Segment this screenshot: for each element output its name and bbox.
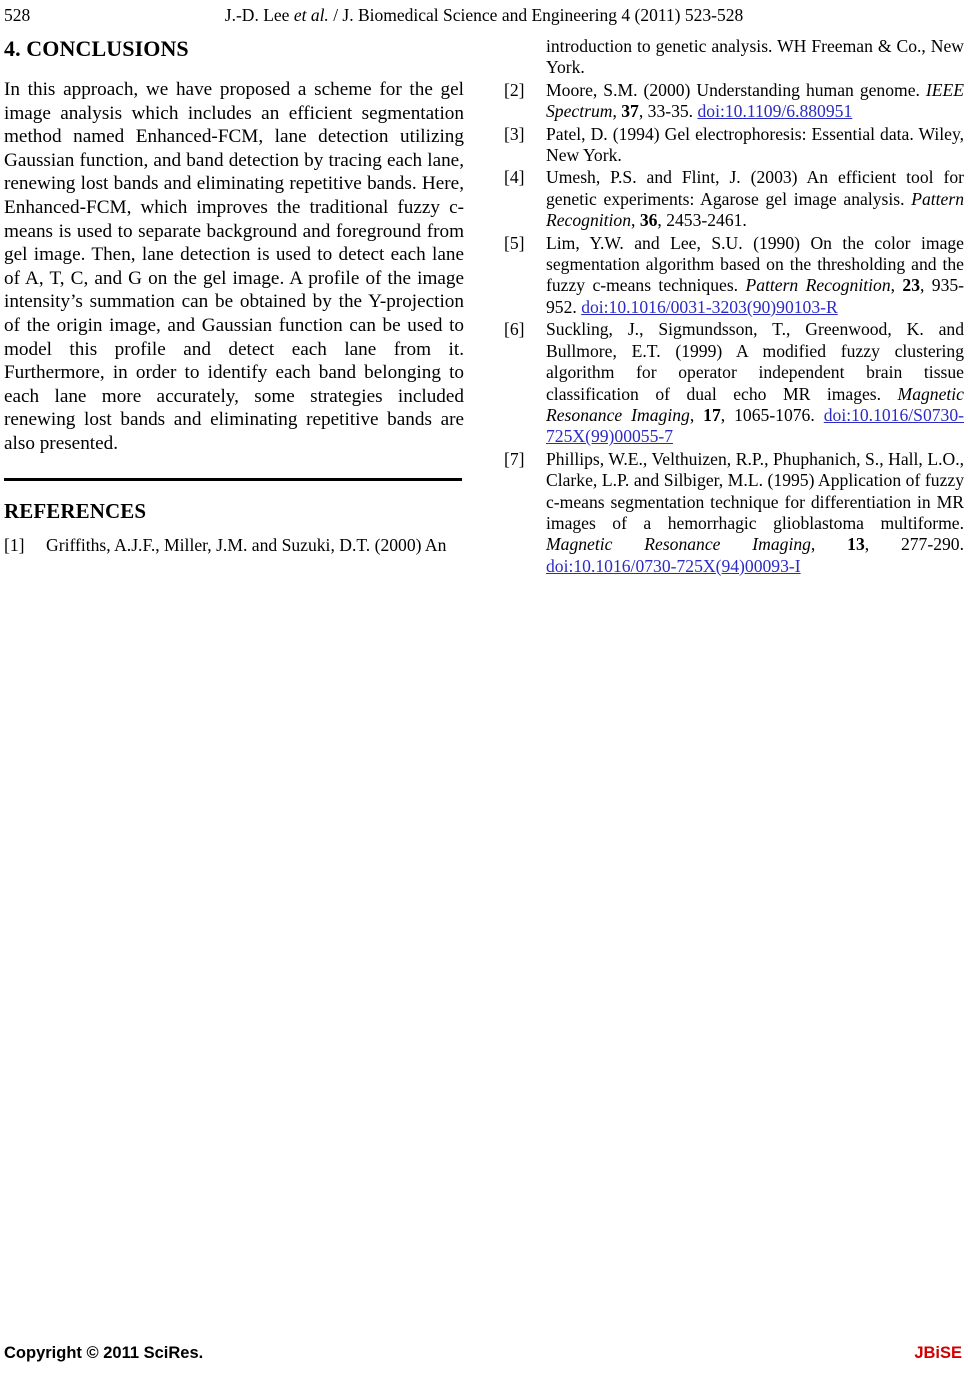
list-item <box>504 167 964 231</box>
running-head <box>0 4 968 28</box>
doi-link[interactable]: doi:10.1016/0730-725X(94)00093-I <box>546 555 801 576</box>
reference-pre-text: Suckling, J., Sigmundsson, T., Greenwood, K. and Bullmore, E.T. (1999) A modified fuzzy clustering algorithm for operator independent brain tissue classification of dual echo MR images. <box>546 319 964 404</box>
doi-link[interactable]: doi:10.1109/6.880951 <box>697 101 853 122</box>
reference-mid-text: , <box>810 534 848 555</box>
reference-text: Griffiths, A.J.F., Miller, J.M. and Suzuki, D.T. (2000) An <box>46 534 447 555</box>
reference-post-text: , 277-290. <box>864 534 964 555</box>
reference-volume-bold: 13 <box>847 534 865 555</box>
reference-mid-text: , <box>689 404 704 425</box>
reference-source-italic: Pattern Recognition <box>546 188 964 231</box>
reference-mid-text: , <box>631 210 640 231</box>
running-head-title <box>0 4 968 26</box>
copyright-notice: Copyright © 2011 SciRes. <box>4 1344 204 1362</box>
reference-text <box>546 319 964 446</box>
left-column <box>4 36 464 557</box>
reference-number: [2] <box>504 79 525 100</box>
references-divider-rule <box>4 478 462 481</box>
list-item <box>504 124 964 167</box>
page-footer <box>0 1342 968 1366</box>
running-head-journal: / J. Biomedical Science and Engineering 4 (2011) 523-528 <box>328 5 744 25</box>
reference-text <box>546 233 964 317</box>
reference-number: [7] <box>504 448 525 469</box>
list-item <box>504 80 964 123</box>
reference-text <box>546 124 964 165</box>
reference-number: [6] <box>504 319 525 340</box>
reference-post-text: , 935-952. <box>546 275 965 317</box>
reference-source-italic: Magnetic Resonance Imaging <box>546 534 811 555</box>
reference-mid-text: , <box>890 275 903 296</box>
reference-source-italic: Magnetic Resonance Imaging <box>546 383 964 425</box>
conclusions-paragraph: In this approach, we have proposed a scheme for the gel image analysis which includes an efficient segmentation method named Enhanced-FCM, lane detection utilizing Gaussian function, and band detection by tracing each lane, renewing lost bands and eliminating repetitive bands. Here, Enhanced-FCM, which improves the traditional fuzzy c-means is used to separate background and foreground from gel image. Then, lane detection is used to detect each lane of A, T, C, and G on the gel image. A profile of the image intensity’s summation can be obtained by the Y-projection of the origin image, and Gaussian function can be used to model this profile and detect each lane from it. Furthermore, in order to identify each band belonging to each lane more accurately, some strategies included renewing lost bands and eliminating repetitive bands are also presented. <box>4 79 464 454</box>
reference-number: [4] <box>504 167 525 188</box>
reference-pre-text: Phillips, W.E., Velthuizen, R.P., Phuphanich, S., Hall, L.O., Clarke, L.P. and Silbiger, M.L. (1995) Application of fuzzy c-means segmentation technique for differentiation in MR images of a hemorrhagic glioblastoma multiforme. <box>546 448 964 533</box>
right-column <box>504 36 964 578</box>
running-head-authors: J.-D. Lee <box>224 5 294 25</box>
list-item <box>504 319 964 447</box>
reference-text <box>546 449 964 576</box>
reference-mid-text: , <box>612 101 622 122</box>
reference-post-text: , 33-35. <box>638 101 698 122</box>
section-title-references: REFERENCES <box>4 498 147 523</box>
reference-volume-bold: 37 <box>621 101 639 122</box>
list-item <box>504 233 964 319</box>
reference-list-left <box>4 535 464 556</box>
reference-pre-text: Umesh, P.S. and Flint, J. (2003) An efficient tool for genetic experiments: Agarose gel image analysis. <box>546 167 964 209</box>
reference-volume-bold: 36 <box>639 210 658 231</box>
doi-link[interactable]: doi:10.1016/0031-3203(90)90103-R <box>581 296 838 317</box>
reference-volume-bold: 23 <box>902 275 920 296</box>
reference-post-text: , 2453-2461. <box>657 210 747 231</box>
reference-text <box>546 80 964 121</box>
journal-abbreviation-mark: JBiSE <box>914 1344 962 1362</box>
reference-volume-bold: 17 <box>703 404 721 425</box>
reference-post-text: , 1065-1076. <box>720 404 824 425</box>
running-head-etal: et al. <box>293 5 329 25</box>
list-item <box>4 535 464 556</box>
reference-source-italic: IEEE Spectrum <box>546 79 964 122</box>
doi-link[interactable]: doi:10.1016/S0730-725X(99)00055-7 <box>546 404 964 447</box>
reference-source-italic: Pattern Recognition <box>745 275 891 296</box>
reference-pre-text: Moore, S.M. (2000) Understanding human genome. <box>546 79 926 100</box>
reference-list-right <box>504 80 964 577</box>
list-item <box>504 449 964 577</box>
reference-pre-text: Lim, Y.W. and Lee, S.U. (1990) On the color image segmentation algorithm based on the thresholding and the fuzzy c-means techniques. <box>546 232 964 296</box>
reference-text <box>546 167 964 230</box>
reference-pre-text: Patel, D. (1994) Gel electrophoresis: Essential data. Wiley, New York. <box>546 123 964 166</box>
page-folio: 528 <box>4 5 31 25</box>
reference-number: [1] <box>4 534 25 555</box>
reference-number: [5] <box>504 232 525 253</box>
reference-1-continuation: introduction to genetic analysis. WH Freeman & Co., New York. <box>546 36 964 78</box>
reference-number: [3] <box>504 123 525 144</box>
section-title-conclusions: 4. CONCLUSIONS <box>4 36 189 61</box>
